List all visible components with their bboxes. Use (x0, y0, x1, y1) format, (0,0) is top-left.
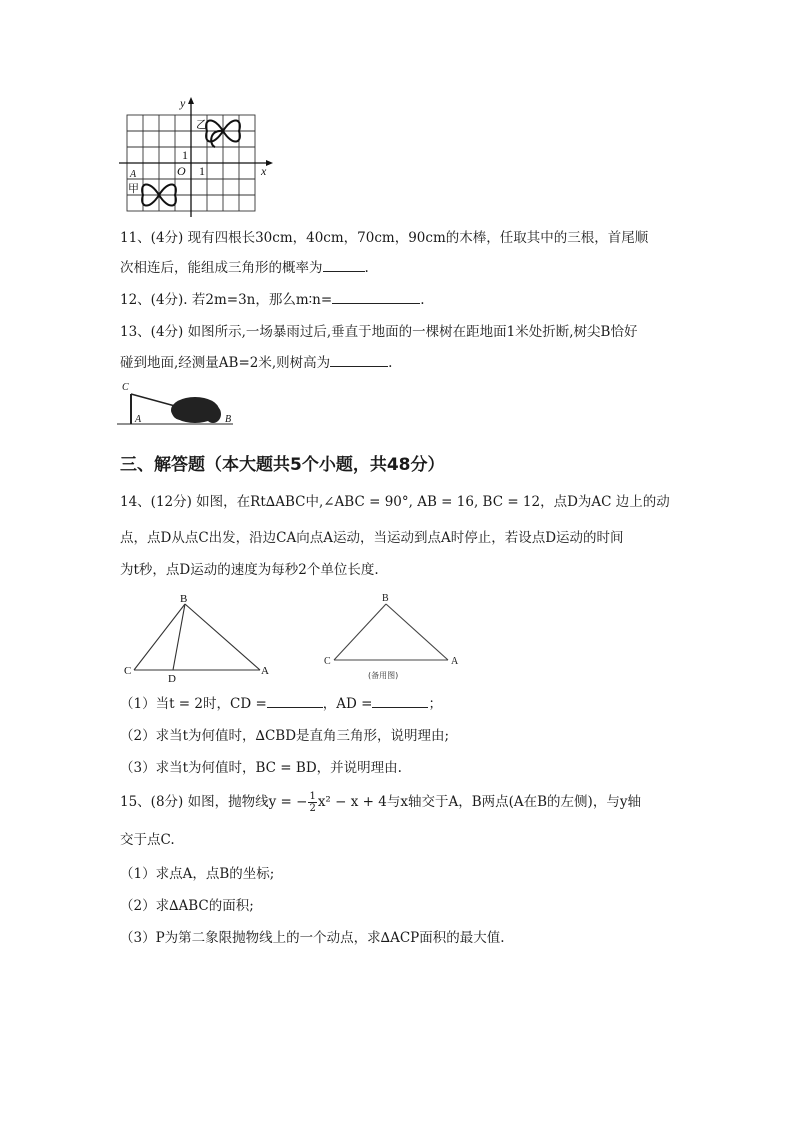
q14-cd-blank[interactable] (267, 695, 323, 708)
q11-line1: 11、(4分) 现有四根长30cm，40cm，70cm，90cm的木棒，任取其中的三根，首尾顺 (120, 230, 649, 246)
q15-line1-rest: x² − x + 4与x轴交于A，B两点(A在B的左侧)，与y轴 (317, 794, 641, 810)
triangle-figure-main (120, 590, 270, 685)
broken-tree-figure (115, 380, 240, 430)
q15-line1-text: 15、(8分) 如图，抛物线y = − (120, 794, 308, 810)
grid-unit-y: 1 (182, 148, 188, 162)
q13-line2 (120, 354, 392, 372)
q13-line2-end: . (388, 355, 393, 371)
q15-sub1: （1）求点A，点B的坐标; (120, 866, 275, 882)
q14-sub3: （3）求当t为何值时，BC = BD，并说明理由. (120, 760, 402, 776)
fig2-label-c: C (324, 656, 331, 667)
q15-line2: 交于点C. (120, 832, 175, 848)
q15-line1 (120, 791, 641, 814)
q13-answer-blank[interactable] (330, 354, 388, 367)
coordinate-grid-figure (115, 95, 280, 220)
q13-line2-text: 碰到地面,经测量AB=2米,则树高为 (120, 355, 331, 371)
tree-label-c: C (122, 382, 129, 393)
q14-sub1-text: （1）当t = 2时，CD = (120, 696, 267, 712)
q14-ad-blank[interactable] (372, 695, 428, 708)
fig2-caption: (备用图) (368, 671, 399, 680)
grid-label-jia: 甲 (128, 183, 139, 195)
q11-line2-end: . (364, 260, 369, 276)
fig2-label-b: B (382, 593, 389, 604)
grid-x-label: x (261, 164, 267, 178)
q14-sub1-mid: ，AD = (322, 696, 373, 712)
q15-sub3: （3）P为第二象限抛物线上的一个动点，求∆ACP面积的最大值. (120, 930, 505, 946)
fig1-label-a: A (261, 665, 269, 677)
q14-line3: 为t秒，点D运动的速度为每秒2个单位长度. (120, 562, 379, 578)
q14-sub1 (120, 695, 442, 713)
tree-label-b: B (225, 414, 232, 425)
q14-sub1-end: ； (428, 696, 442, 712)
q12-end: . (420, 292, 425, 308)
q13-line1: 13、(4分) 如图所示,一场暴雨过后,垂直于地面的一棵树在距地面1米处折断,树尖B恰好 (120, 324, 638, 340)
fig2-label-a: A (451, 656, 459, 667)
q14-line2: 点，点D从点C出发，沿边CA向点A运动，当运动到点A时停止，若设点D运动的时间 (120, 530, 624, 546)
q14-line1: 14、(12分) 如图，在Rt∆ABC中,∠ABC = 90°, AB = 16, BC = 12，点D为AC 边上的动 (120, 494, 670, 510)
grid-origin-label: O (177, 164, 186, 178)
q14-sub2: （2）求当t为何值时，∆CBD是直角三角形，说明理由; (120, 728, 450, 744)
section3-title: 三、解答题（本大题共5个小题，共48分） (120, 455, 445, 475)
grid-y-label: y (180, 96, 186, 110)
q15-sub2: （2）求∆ABC的面积; (120, 898, 254, 914)
q11-line2 (120, 259, 369, 277)
fig1-label-b: B (180, 593, 188, 605)
tree-label-a: A (135, 414, 142, 425)
q15-frac-den: 2 (309, 803, 316, 814)
grid-point-a: A (130, 169, 137, 180)
grid-label-yi: 乙 (196, 119, 207, 131)
tree-crown-icon (171, 397, 221, 423)
triangle-figure-backup (320, 588, 470, 683)
q12-answer-blank[interactable] (332, 291, 420, 304)
q11-answer-blank[interactable] (323, 259, 365, 272)
q11-line2-text: 次相连后，能组成三角形的概率为 (120, 260, 323, 276)
q15-frac-num: 1 (309, 791, 316, 802)
fig1-label-c: C (124, 665, 132, 677)
q12-line (120, 291, 425, 309)
grid-unit-x: 1 (199, 164, 205, 178)
fig1-label-d: D (168, 673, 176, 685)
q15-fraction (308, 791, 316, 814)
q12-text: 12、(4分). 若2m=3n，那么m∶n= (120, 292, 333, 308)
